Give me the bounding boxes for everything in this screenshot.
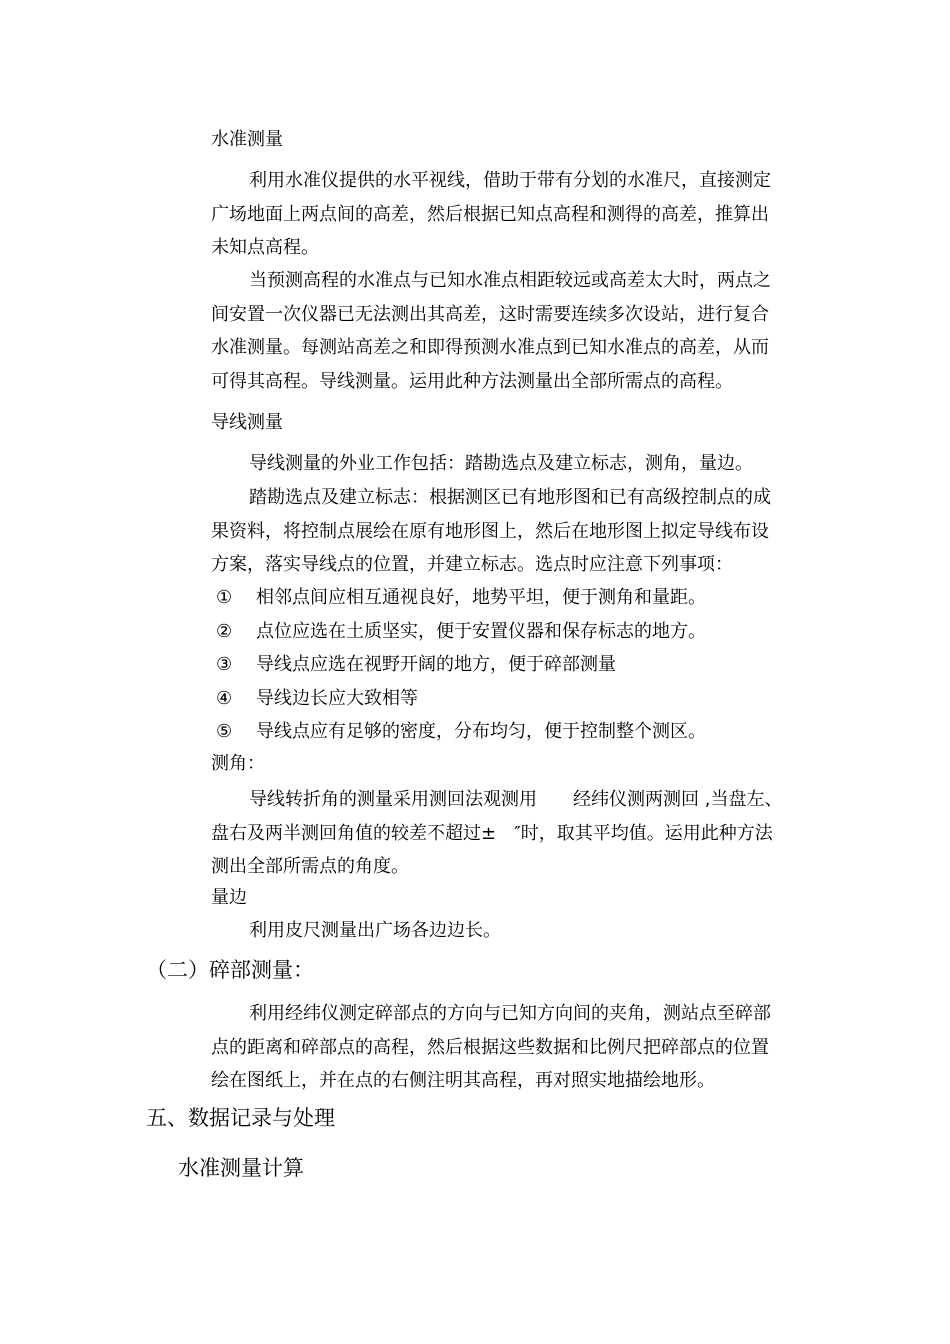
- text-line: 绘在图纸上，并在点的右侧注明其高程，再对照实地描绘地形。: [211, 1070, 715, 1091]
- text-line: 利用经纬仪测定碎部点的方向与已知方向间的夹角，测站点至碎部: [249, 1003, 771, 1024]
- leveling-title: 水准测量: [211, 129, 283, 150]
- text-line: 可得其高程。导线测量。运用此种方法测量出全部所需点的高程。: [211, 370, 733, 392]
- text-line: 导线转折角的测量采用测回法观测用 经纬仪测两测回 ,当盘左、: [249, 789, 783, 810]
- text-line: 利用皮尺测量出广场各边边长。: [249, 920, 501, 941]
- list-number: ②: [216, 620, 233, 642]
- list-text: 导线点应有足够的密度，分布均匀，便于控制整个测区。: [256, 721, 706, 742]
- text-line: 踏勘选点及建立标志：根据测区已有地形图和已有高级控制点的成: [249, 487, 771, 508]
- text-line: 间安置一次仪器已无法测出其高差，这时需要连续多次设站，进行复合: [211, 303, 769, 325]
- list-item: [216, 682, 812, 716]
- text-line: 广场地面上两点间的高差，然后根据已知点高程和测得的高差，推算出: [211, 203, 769, 225]
- leveling-paragraph-2: [211, 264, 807, 398]
- list-number: ⑤: [216, 721, 233, 742]
- list-text: 导线点应选在视野开阔的地方，便于碎部测量: [256, 654, 616, 675]
- list-text: 相邻点间应相互通视良好，地势平坦，便于测角和量距。: [256, 587, 706, 608]
- list-item: [216, 615, 812, 649]
- list-item: [216, 715, 812, 749]
- traverse-title: 导线测量: [211, 412, 283, 433]
- text-line: 未知点高程。: [211, 237, 319, 258]
- text-line: 当预测高程的水准点与已知水准点相距较远或高差太大时，两点之: [249, 270, 771, 291]
- text-line: 导线测量的外业工作包括：踏勘选点及建立标志，测角，量边。: [249, 453, 753, 474]
- text-line: 方案，落实导线点的位置，并建立标志。选点时应注意下列事项：: [211, 554, 733, 575]
- list-item: [216, 581, 812, 615]
- leveling-calc-title: 水准测量计算: [178, 1156, 304, 1180]
- chapter-5-title: 五、数据记录与处理: [146, 1106, 335, 1130]
- text-line: 利用水准仪提供的水平视线，借助于带有分划的水准尺，直接测定: [249, 170, 771, 191]
- angle-paragraph: [211, 783, 807, 884]
- detail-survey-paragraph: [211, 997, 807, 1098]
- distance-title: 量边: [211, 887, 247, 908]
- detail-survey-title: （二）碎部测量：: [146, 958, 314, 982]
- angle-title: 测角：: [211, 753, 265, 774]
- list-number: ①: [216, 587, 233, 608]
- leveling-paragraph-1: [211, 164, 807, 265]
- list-number: ④: [216, 687, 233, 709]
- traverse-paragraph-1: [211, 447, 807, 481]
- list-item: [216, 648, 812, 682]
- text-line: 测出全部所需点的角度。: [211, 856, 409, 877]
- text-line: 点的距离和碎部点的高程，然后根据这些数据和比例尺把碎部点的位置: [211, 1036, 769, 1058]
- text-line: 水准测量。每测站高差之和即得预测水准点到已知水准点的高差，从而: [211, 337, 769, 358]
- list-text: 导线边长应大致相等: [256, 687, 418, 709]
- distance-paragraph: [211, 914, 807, 948]
- traverse-paragraph-2: [211, 481, 807, 582]
- text-line: 果资料，将控制点展绘在原有地形图上，然后在地形图上拟定导线布设: [211, 520, 769, 542]
- list-number: ③: [216, 654, 233, 675]
- text-line: 盘右及两半测回角值的较差不超过± ″时，取其平均值。运用此种方法: [211, 822, 773, 844]
- list-text: 点位应选在土质坚实，便于安置仪器和保存标志的地方。: [256, 620, 706, 642]
- site-selection-list: [216, 581, 812, 749]
